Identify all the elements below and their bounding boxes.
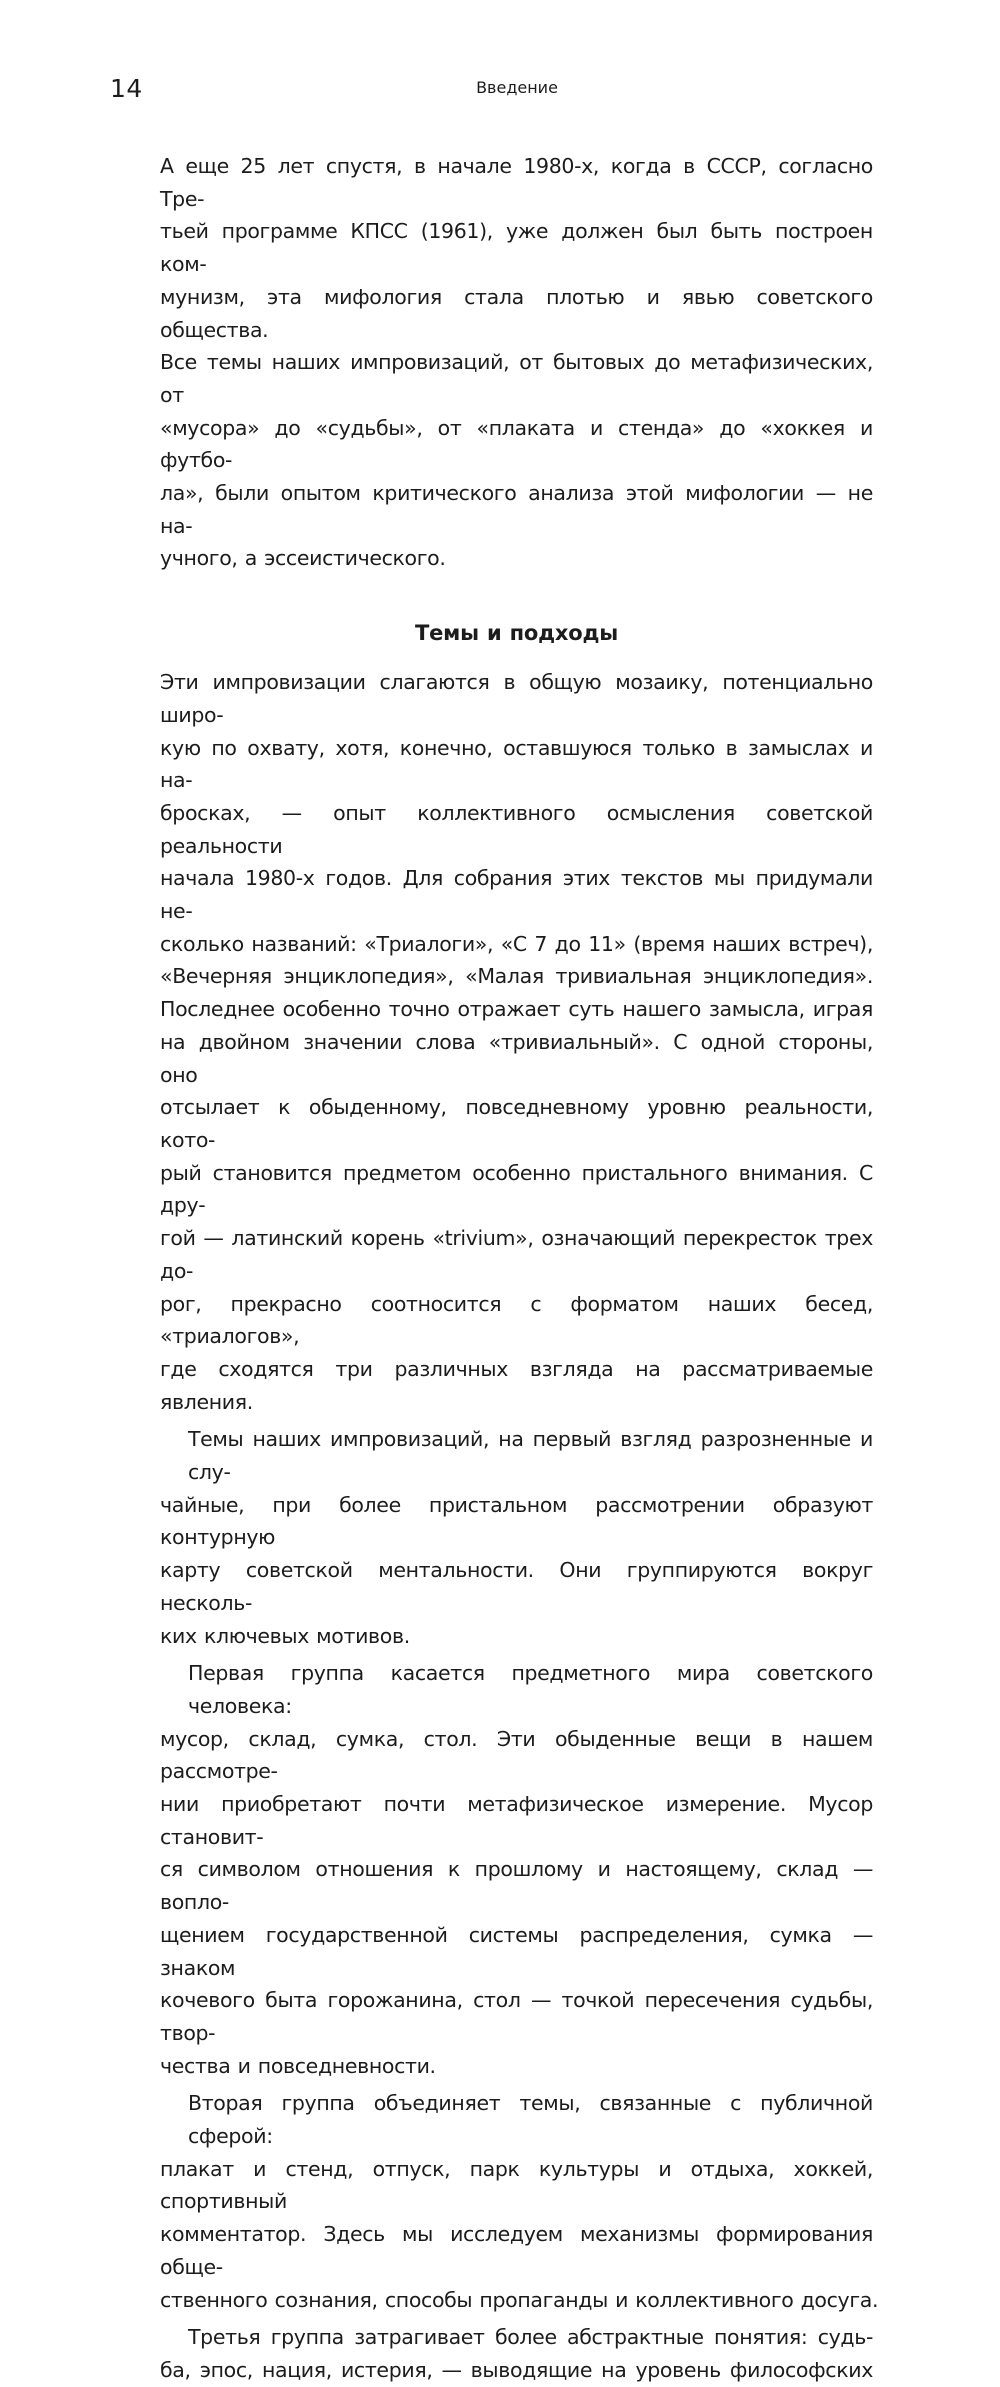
text-line: комментатор. Здесь мы исследуем механизмы формирования обще- [160,2222,873,2279]
text-line: чайные, при более пристальном рассмотрении образуют контурную [160,1492,873,1550]
text-line: на двойном значении слова «тривиальный». С одной стороны, оно [160,1029,873,1087]
page-body [160,150,879,2387]
text-line: мусор, склад, сумка, стол. Эти обыденные вещи в нашем рассмотре- [160,1726,873,1784]
section-heading: Темы и подходы [414,621,619,646]
text-line: нии приобретают почти метафизическое измерение. Мусор становит- [160,1792,873,1849]
text-line: Третья группа затрагивает более абстрактные понятия: судь- [188,2325,873,2350]
text-line: карту советской ментальности. Они группируются вокруг несколь- [160,1558,873,1615]
text-line: ственного сознания, способы пропаганды и коллективного досуга. [160,2287,879,2312]
page-number: 14 [110,74,143,103]
text-line: ся символом отношения к прошлому и настоящему, склад — вопло- [160,1857,873,1915]
text-line: плакат и стенд, отпуск, парк культуры и отдыха, хоккей, спортивный [160,2156,873,2214]
text-line: гой — латинский корень «trivium», означающий перекресток трех до- [160,1226,873,1283]
text-line: Все темы наших импровизаций, от бытовых до метафизических, от [160,350,873,407]
text-line: бросках, — опыт коллективного осмысления советской реальности [160,800,873,858]
text-line: Эти импровизации слагаются в общую мозаику, потенциально широ- [160,670,873,727]
text-line: кочевого быта горожанина, стол — точкой пересечения судьбы, твор- [160,1988,873,2045]
text-line: отсылает к обыденному, повседневному уровню реальности, кото- [160,1095,873,1152]
paragraph [160,666,873,1418]
text-line: ла», были опытом критического анализа этой мифологии — не на- [160,481,873,538]
text-line: учного, а эссеистического. [160,546,446,571]
text-line: Темы наших импровизаций, на первый взгляд разрозненные и слу- [188,1427,873,1485]
text-line: ба, эпос, нация, истерия, — выводящие на уровень философских [160,2358,873,2382]
text-line: начала 1980-х годов. Для собрания этих текстов мы придумали не- [160,866,873,924]
text-line: А еще 25 лет спустя, в начале 1980-х, когда в СССР, согласно Тре- [160,154,873,211]
text-line: где сходятся три различных взгляда на рассматриваемые явления. [160,1356,873,1414]
text-line: рог, прекрасно соотносится с форматом наших бесед, «триалогов», [160,1291,873,1349]
paragraph [160,1423,873,1652]
text-line: кую по охвату, хотя, конечно, оставшуюся только в замыслах и на- [160,735,873,793]
text-line: щением государственной системы распределения, сумка — знаком [160,1922,873,1980]
paragraph [160,2321,873,2386]
text-line: «мусора» до «судьбы», от «плаката и стенда» до «хоккея и футбо- [160,415,873,473]
text-line: ких ключевых мотивов. [160,1623,410,1648]
text-line: Последнее особенно точно отражает суть нашего замысла, играя [160,997,873,1022]
text-line: чества и повседневности. [160,2053,436,2078]
text-line: тьей программе КПСС (1961), уже должен был быть построен ком- [160,219,873,277]
text-line: «Вечерняя энциклопедия», «Малая тривиальная энциклопедия». [160,964,873,989]
running-header: Введение [476,78,558,97]
paragraph [160,1657,873,2082]
text-line: Вторая группа объединяет темы, связанные с публичной сферой: [188,2091,873,2149]
text-line: рый становится предметом особенно пристального внимания. С дру- [160,1160,873,1218]
paragraph [160,150,873,575]
text-line: сколько названий: «Триалоги», «С 7 до 11» (время наших встреч), [160,931,873,956]
text-line: мунизм, эта мифология стала плотью и явью советского общества. [160,284,873,342]
text-line: Первая группа касается предметного мира советского человека: [188,1661,873,1718]
paragraph [160,2087,879,2316]
